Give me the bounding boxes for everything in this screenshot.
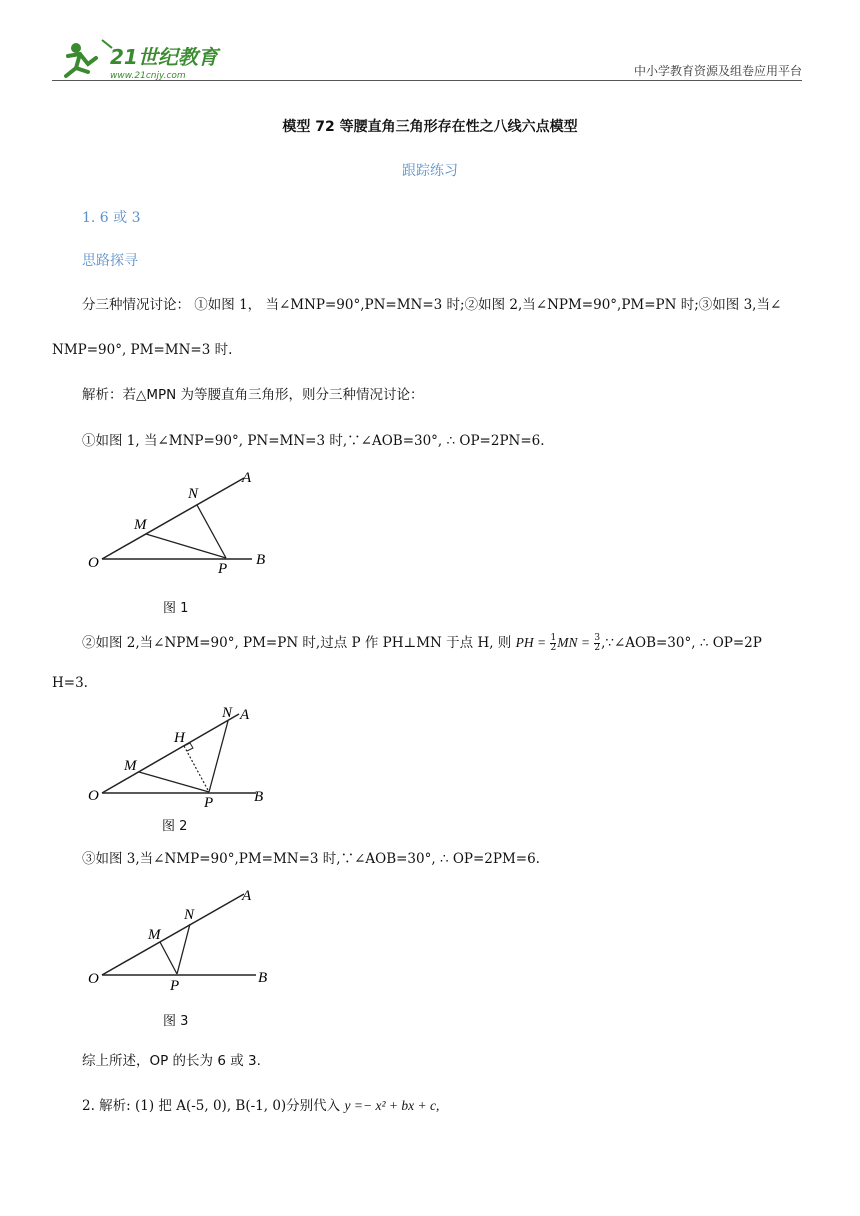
site-logo[interactable] <box>62 38 232 84</box>
label-P: P <box>170 978 180 994</box>
label-N: N <box>184 907 195 923</box>
label-M: M <box>134 517 147 533</box>
label-N: N <box>222 705 233 721</box>
label-A: A <box>242 888 252 904</box>
case2-line1 <box>82 634 762 653</box>
figure-2-caption: 图 2 <box>162 819 188 834</box>
case2-math-mn: MN = <box>557 635 594 650</box>
para1-line2: NMP=90°, PM=MN=3 时. <box>52 342 233 358</box>
logo-url: www.21cnjy.com <box>110 71 186 81</box>
label-O: O <box>88 971 99 987</box>
label-B: B <box>258 970 268 986</box>
frac2-num: 3 <box>594 633 601 643</box>
label-B: B <box>254 789 264 805</box>
label-H: H <box>174 730 185 746</box>
frac1-den: 2 <box>550 643 557 653</box>
q2-text: 2. 解析: (1) 把 A(-5, 0), B(-1, 0)分别代入 <box>82 1098 345 1114</box>
conclusion-line: 综上所述，OP 的长为 6 或 3. <box>82 1053 261 1069</box>
label-M: M <box>124 758 137 774</box>
case2-math-ph: PH = <box>515 635 550 650</box>
segment-MP <box>160 942 177 974</box>
label-O: O <box>88 788 99 804</box>
section-subtitle: 跟踪练习 <box>402 163 458 179</box>
segment-PH-dashed <box>184 746 209 792</box>
ray-OA <box>102 894 244 975</box>
ray-OA <box>102 478 244 559</box>
label-O: O <box>88 555 99 571</box>
case2-text-a: ②如图 2,当∠NPM=90°, PM=PN 时,过点 P 作 PH⊥MN 于点 H, 则 <box>82 635 516 651</box>
answer-line: 1. 6 或 3 <box>82 210 141 226</box>
analysis-line: 解析：若△MPN 为等腰直角三角形，则分三种情况讨论： <box>82 387 424 403</box>
label-A: A <box>242 470 252 486</box>
fraction-one-half <box>550 634 556 653</box>
header-platform-text: 中小学教育资源及组卷应用平台 <box>633 64 802 78</box>
segment-NP <box>209 721 228 792</box>
case2-text-b: ,∵∠AOB=30°, ∴ OP=2P <box>601 635 762 651</box>
label-P: P <box>204 795 214 810</box>
fraction-three-half <box>594 634 600 653</box>
q2-equation: y =− x² + bx + c, <box>344 1098 440 1113</box>
label-B: B <box>256 552 266 568</box>
frac1-num: 1 <box>550 633 557 643</box>
label-N: N <box>188 486 199 502</box>
case3-line: ③如图 3,当∠NMP=90°,PM=MN=3 时,∵∠AOB=30°, ∴ OP=2PM=6. <box>82 851 540 867</box>
page-title: 模型 72 等腰直角三角形存在性之八线六点模型 <box>282 119 578 135</box>
figure-3-caption: 图 3 <box>163 1014 189 1029</box>
segment-MP <box>139 772 209 792</box>
para1-line1: 分三种情况讨论： ①如图 1， 当∠MNP=90°,PN=MN=3 时;②如图 2,当∠NPM=90°,PM=PN 时;③如图 3,当∠ <box>82 297 782 313</box>
thinking-label: 思路探寻 <box>82 253 138 269</box>
case1-line: ①如图 1, 当∠MNP=90°, PN=MN=3 时,∵∠AOB=30°, ∴ OP=2PN=6. <box>82 433 545 449</box>
figure-3-diagram <box>84 884 284 994</box>
label-M: M <box>148 927 161 943</box>
logo-text: 21世纪教育 <box>110 45 218 69</box>
segment-MP <box>146 534 226 558</box>
figure-2-diagram <box>84 700 284 810</box>
logo-runner-icon <box>62 38 232 84</box>
label-P: P <box>218 561 228 576</box>
label-A: A <box>240 707 250 723</box>
header-divider <box>52 80 802 81</box>
question-2-line <box>82 1097 439 1115</box>
case2-line2: H=3. <box>52 675 88 691</box>
figure-1-diagram <box>84 466 284 576</box>
figure-1-caption: 图 1 <box>163 601 189 616</box>
frac2-den: 2 <box>594 643 601 653</box>
